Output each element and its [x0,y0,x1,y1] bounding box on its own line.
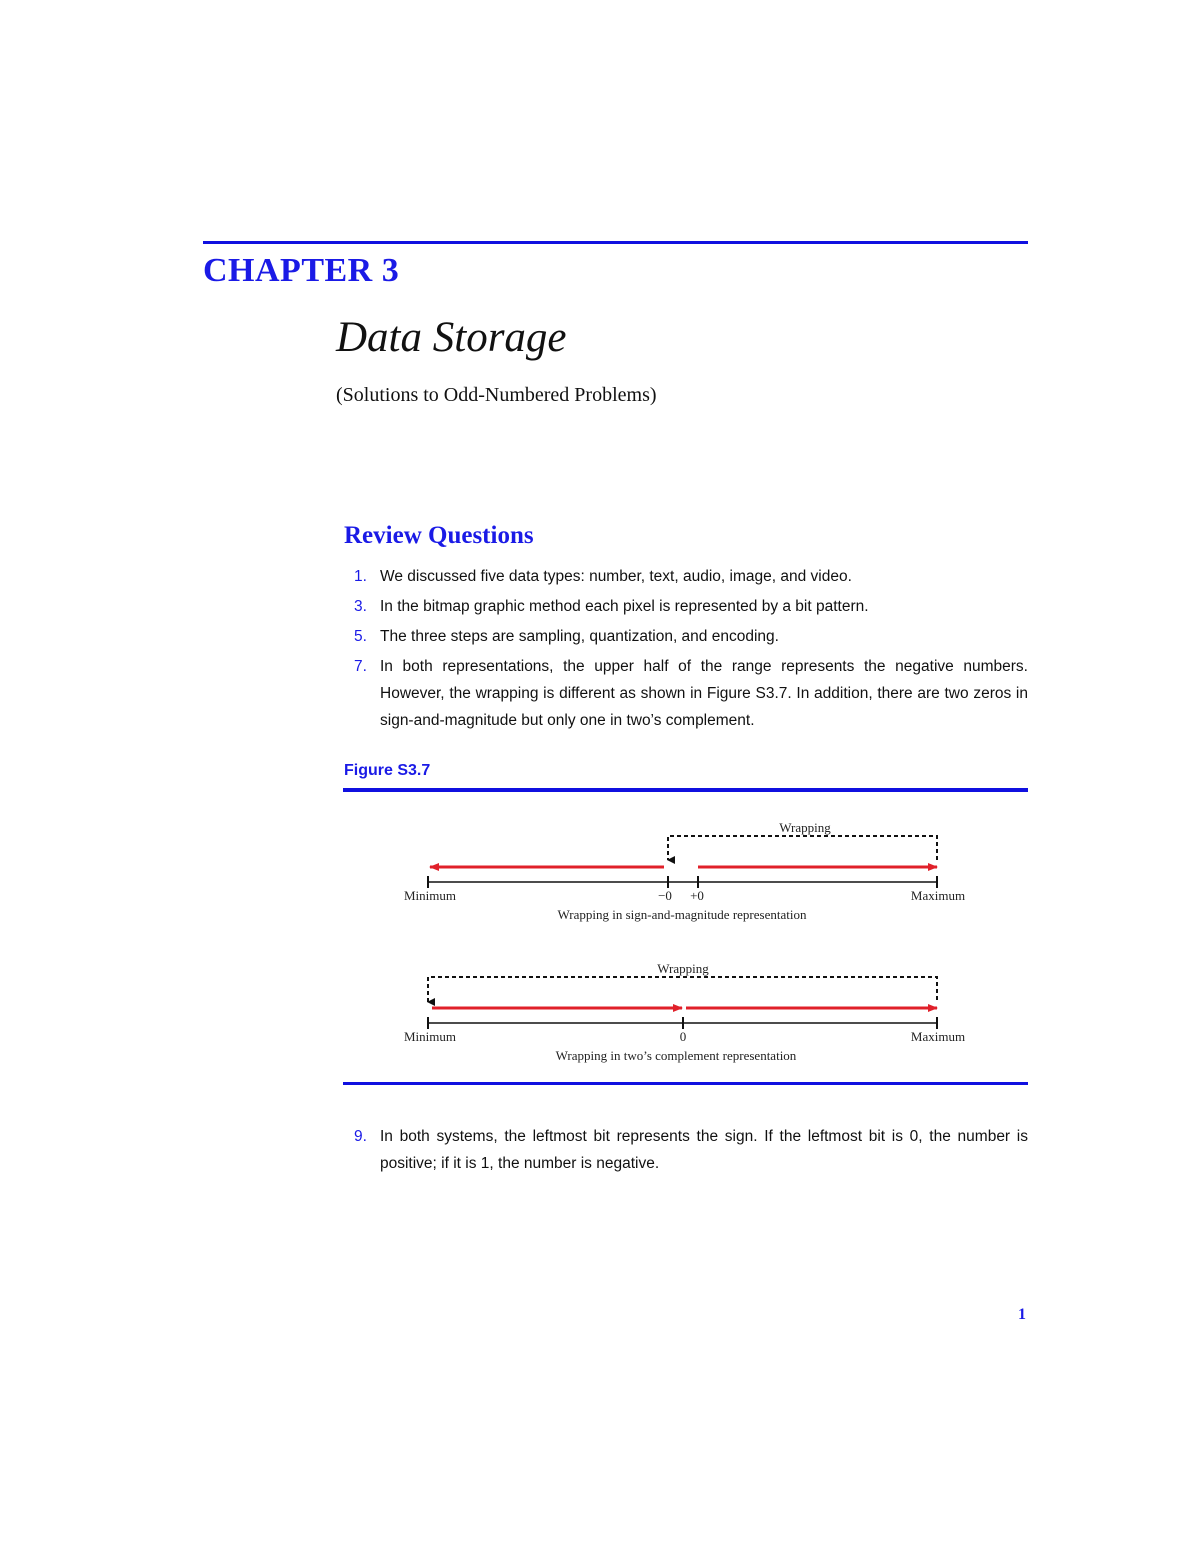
figure-caption: Wrapping in sign-and-magnitude representation [557,907,807,922]
wrap-label: Wrapping [657,961,709,976]
item-text: In both representations, the upper half of the range represents the negative numbers. However, the wrapping is different as shown in Figure S3.7. In addition, there are two zeros in sign-and-magnitude but only one in two’s complement. [380,658,1028,729]
list-item [344,593,1028,620]
list-item [344,563,1028,590]
pos-zero-label: +0 [690,888,704,903]
item-number: 3. [354,598,367,615]
chapter-subtitle: (Solutions to Odd-Numbered Problems) [336,384,657,406]
figure-caption: Wrapping in two’s complement representation [555,1048,797,1063]
item-number: 5. [354,628,367,645]
header-rule [203,241,1028,244]
sign-magnitude-diagram [404,820,965,922]
page-number: 1 [1018,1306,1026,1323]
max-label: Maximum [910,1029,966,1044]
list-item [344,653,1028,734]
item-text: In both systems, the leftmost bit represents the sign. If the leftmost bit is 0, the number is positive; if it is 1, the number is negative. [380,1128,1028,1172]
figure-top-rule [343,788,1028,792]
item-text: The three steps are sampling, quantization, and encoding. [380,628,779,645]
item-number: 1. [354,568,367,585]
review-list [344,563,1028,734]
wrap-label: Wrapping [779,820,831,835]
max-label: Maximum [910,888,966,903]
min-label: Minimum [403,888,457,903]
list-item [344,623,1028,650]
section-heading: Review Questions [344,522,534,549]
item-text: In the bitmap graphic method each pixel is represented by a bit pattern. [380,598,869,615]
twos-complement-diagram [404,961,965,1063]
wrapping-figure [0,800,1200,1100]
wrap-path-dashed [428,977,937,1002]
min-label: Minimum [403,1029,457,1044]
wrap-path-dashed [668,836,937,860]
item-number: 7. [354,658,367,675]
figure-bottom-rule [343,1082,1028,1085]
zero-label: 0 [679,1029,687,1044]
review-list-continued [344,1123,1028,1177]
list-item [344,1123,1028,1177]
chapter-title: Data Storage [336,314,567,361]
item-text: We discussed five data types: number, text, audio, image, and video. [380,568,852,585]
item-number: 9. [354,1128,367,1145]
chapter-heading: CHAPTER 3 [203,252,400,289]
neg-zero-label: −0 [658,888,672,903]
figure-label: Figure S3.7 [344,762,431,779]
